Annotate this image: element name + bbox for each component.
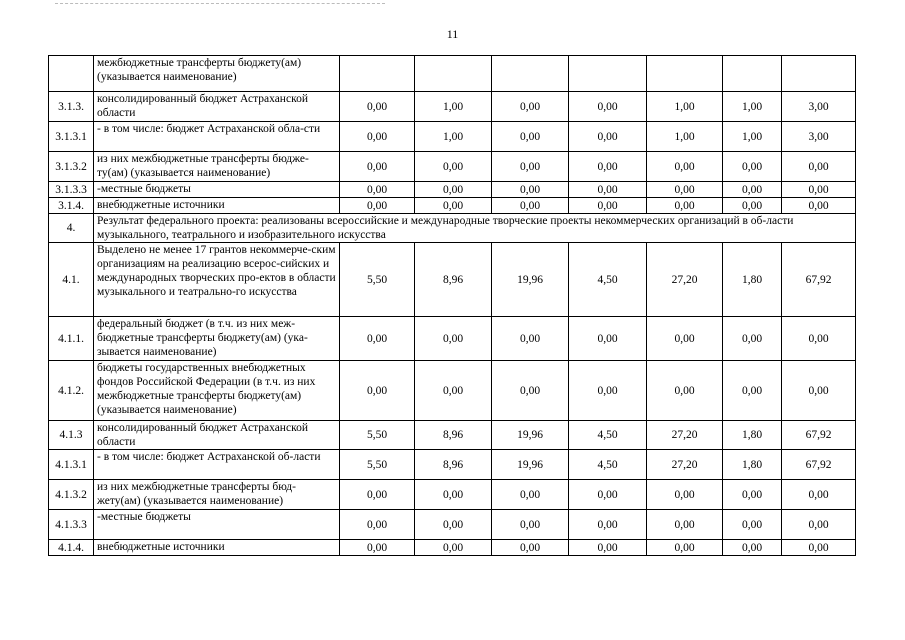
row-code: 4.1.1. bbox=[49, 317, 94, 361]
value-cell: 0,00 bbox=[340, 540, 415, 556]
value-cell: 0,00 bbox=[340, 182, 415, 198]
value-cell: 0,00 bbox=[569, 152, 647, 182]
value-cell: 0,00 bbox=[723, 480, 782, 510]
value-cell: 0,00 bbox=[415, 540, 492, 556]
value-cell: 1,00 bbox=[415, 92, 492, 122]
value-cell: 0,00 bbox=[782, 182, 856, 198]
row-description: внебюджетные источники bbox=[94, 198, 340, 214]
value-cell bbox=[415, 56, 492, 92]
row-description: консолидированный бюджет Астраханской области bbox=[94, 421, 340, 450]
value-cell: 0,00 bbox=[492, 92, 569, 122]
table-row bbox=[49, 510, 856, 540]
value-cell: 67,92 bbox=[782, 243, 856, 317]
table-row bbox=[49, 92, 856, 122]
value-cell: 1,80 bbox=[723, 421, 782, 450]
table-row bbox=[49, 152, 856, 182]
row-code: 4.1.3.3 bbox=[49, 510, 94, 540]
value-cell bbox=[492, 56, 569, 92]
table-row bbox=[49, 480, 856, 510]
value-cell: 0,00 bbox=[647, 540, 723, 556]
value-cell: 0,00 bbox=[782, 540, 856, 556]
row-code: 3.1.4. bbox=[49, 198, 94, 214]
value-cell: 0,00 bbox=[782, 510, 856, 540]
value-cell: 0,00 bbox=[340, 361, 415, 421]
value-cell: 1,00 bbox=[415, 122, 492, 152]
row-description: из них межбюджетные трансферты бюд-жету(ам) (указывается наименование) bbox=[94, 480, 340, 510]
table-row bbox=[49, 450, 856, 480]
value-cell: 0,00 bbox=[340, 510, 415, 540]
value-cell: 67,92 bbox=[782, 421, 856, 450]
value-cell: 0,00 bbox=[782, 198, 856, 214]
value-cell: 0,00 bbox=[782, 480, 856, 510]
value-cell: 5,50 bbox=[340, 421, 415, 450]
table-row bbox=[49, 421, 856, 450]
value-cell: 0,00 bbox=[647, 182, 723, 198]
row-description: внебюджетные источники bbox=[94, 540, 340, 556]
value-cell: 0,00 bbox=[492, 540, 569, 556]
value-cell: 0,00 bbox=[723, 540, 782, 556]
row-code: 4.1. bbox=[49, 243, 94, 317]
value-cell: 0,00 bbox=[492, 510, 569, 540]
value-cell: 0,00 bbox=[723, 152, 782, 182]
value-cell: 1,00 bbox=[647, 92, 723, 122]
row-description: межбюджетные трансферты бюджету(ам) (указывается наименование) bbox=[94, 56, 340, 92]
row-description: -местные бюджеты bbox=[94, 510, 340, 540]
value-cell: 0,00 bbox=[723, 317, 782, 361]
value-cell: 0,00 bbox=[723, 198, 782, 214]
value-cell: 0,00 bbox=[647, 317, 723, 361]
budget-table bbox=[48, 55, 856, 556]
value-cell bbox=[340, 56, 415, 92]
row-code: 4.1.4. bbox=[49, 540, 94, 556]
value-cell: 0,00 bbox=[492, 152, 569, 182]
value-cell: 0,00 bbox=[340, 122, 415, 152]
row-description: бюджеты государственных внебюджетных фондов Российской Федерации (в т.ч. из них межбюджетные трансферты бюджету(ам) (указывается наименование) bbox=[94, 361, 340, 421]
value-cell: 0,00 bbox=[569, 92, 647, 122]
value-cell: 5,50 bbox=[340, 243, 415, 317]
value-cell: 0,00 bbox=[340, 317, 415, 361]
table-row bbox=[49, 540, 856, 556]
value-cell: 0,00 bbox=[569, 480, 647, 510]
value-cell: 0,00 bbox=[415, 317, 492, 361]
value-cell: 0,00 bbox=[723, 182, 782, 198]
value-cell: 0,00 bbox=[782, 361, 856, 421]
row-code: 4.1.2. bbox=[49, 361, 94, 421]
row-description: федеральный бюджет (в т.ч. из них меж-бюджетные трансферты бюджету(ам) (ука-зывается наименование) bbox=[94, 317, 340, 361]
value-cell: 19,96 bbox=[492, 243, 569, 317]
value-cell: 0,00 bbox=[647, 510, 723, 540]
row-description: - в том числе: бюджет Астраханской обла-сти bbox=[94, 122, 340, 152]
value-cell: 1,00 bbox=[723, 122, 782, 152]
value-cell bbox=[569, 56, 647, 92]
row-code bbox=[49, 56, 94, 92]
row-code: 3.1.3.3 bbox=[49, 182, 94, 198]
value-cell: 3,00 bbox=[782, 92, 856, 122]
table-row bbox=[49, 122, 856, 152]
value-cell: 0,00 bbox=[340, 480, 415, 510]
value-cell: 0,00 bbox=[492, 480, 569, 510]
table-row bbox=[49, 317, 856, 361]
value-cell: 8,96 bbox=[415, 243, 492, 317]
value-cell: 0,00 bbox=[569, 540, 647, 556]
value-cell: 0,00 bbox=[569, 198, 647, 214]
value-cell: 0,00 bbox=[569, 317, 647, 361]
row-code: 4.1.3.2 bbox=[49, 480, 94, 510]
value-cell: 0,00 bbox=[723, 361, 782, 421]
value-cell: 0,00 bbox=[569, 182, 647, 198]
value-cell: 3,00 bbox=[782, 122, 856, 152]
scan-artifact-line bbox=[55, 3, 385, 5]
value-cell: 4,50 bbox=[569, 243, 647, 317]
value-cell: 27,20 bbox=[647, 421, 723, 450]
row-code: 3.1.3. bbox=[49, 92, 94, 122]
value-cell: 0,00 bbox=[415, 198, 492, 214]
value-cell: 1,00 bbox=[723, 92, 782, 122]
row-description: - в том числе: бюджет Астраханской об-ласти bbox=[94, 450, 340, 480]
value-cell: 0,00 bbox=[415, 182, 492, 198]
value-cell: 0,00 bbox=[415, 361, 492, 421]
value-cell: 1,80 bbox=[723, 450, 782, 480]
value-cell: 0,00 bbox=[782, 317, 856, 361]
value-cell: 27,20 bbox=[647, 450, 723, 480]
value-cell: 1,80 bbox=[723, 243, 782, 317]
table-row bbox=[49, 182, 856, 198]
value-cell bbox=[723, 56, 782, 92]
row-code: 4. bbox=[49, 214, 94, 243]
value-cell: 0,00 bbox=[415, 152, 492, 182]
value-cell: 0,00 bbox=[492, 361, 569, 421]
table-row bbox=[49, 361, 856, 421]
value-cell: 0,00 bbox=[492, 317, 569, 361]
value-cell: 0,00 bbox=[340, 92, 415, 122]
value-cell: 0,00 bbox=[569, 361, 647, 421]
value-cell: 0,00 bbox=[415, 510, 492, 540]
page-number: 11 bbox=[446, 27, 459, 41]
table-body bbox=[49, 56, 856, 556]
value-cell: 0,00 bbox=[647, 361, 723, 421]
value-cell bbox=[647, 56, 723, 92]
row-description: Выделено не менее 17 грантов некоммерче-ским организациям на реализацию всерос-сийских и международных творческих про-ектов в области музыкального и театрально-го искусства bbox=[94, 243, 340, 317]
value-cell: 0,00 bbox=[647, 152, 723, 182]
section-title: Результат федерального проекта: реализованы всероссийские и международные творческие проекты некоммерческих организаций в об-ласти музыкального, театрального и изобразительного искусства bbox=[94, 214, 856, 243]
value-cell: 19,96 bbox=[492, 421, 569, 450]
value-cell: 0,00 bbox=[340, 198, 415, 214]
table-row bbox=[49, 56, 856, 92]
table-row bbox=[49, 214, 856, 243]
row-description: из них межбюджетные трансферты бюдже-ту(ам) (указывается наименование) bbox=[94, 152, 340, 182]
value-cell: 0,00 bbox=[492, 122, 569, 152]
value-cell: 1,00 bbox=[647, 122, 723, 152]
row-code: 4.1.3 bbox=[49, 421, 94, 450]
value-cell: 27,20 bbox=[647, 243, 723, 317]
value-cell: 5,50 bbox=[340, 450, 415, 480]
value-cell: 0,00 bbox=[782, 152, 856, 182]
value-cell: 0,00 bbox=[340, 152, 415, 182]
row-code: 3.1.3.1 bbox=[49, 122, 94, 152]
row-code: 4.1.3.1 bbox=[49, 450, 94, 480]
value-cell: 0,00 bbox=[569, 122, 647, 152]
value-cell: 8,96 bbox=[415, 421, 492, 450]
table-row bbox=[49, 198, 856, 214]
value-cell: 4,50 bbox=[569, 421, 647, 450]
value-cell: 19,96 bbox=[492, 450, 569, 480]
table-row bbox=[49, 243, 856, 317]
value-cell bbox=[782, 56, 856, 92]
row-description: -местные бюджеты bbox=[94, 182, 340, 198]
value-cell: 0,00 bbox=[647, 198, 723, 214]
value-cell: 67,92 bbox=[782, 450, 856, 480]
value-cell: 0,00 bbox=[647, 480, 723, 510]
value-cell: 8,96 bbox=[415, 450, 492, 480]
value-cell: 0,00 bbox=[492, 198, 569, 214]
value-cell: 4,50 bbox=[569, 450, 647, 480]
value-cell: 0,00 bbox=[492, 182, 569, 198]
value-cell: 0,00 bbox=[569, 510, 647, 540]
row-description: консолидированный бюджет Астраханской области bbox=[94, 92, 340, 122]
row-code: 3.1.3.2 bbox=[49, 152, 94, 182]
value-cell: 0,00 bbox=[723, 510, 782, 540]
value-cell: 0,00 bbox=[415, 480, 492, 510]
